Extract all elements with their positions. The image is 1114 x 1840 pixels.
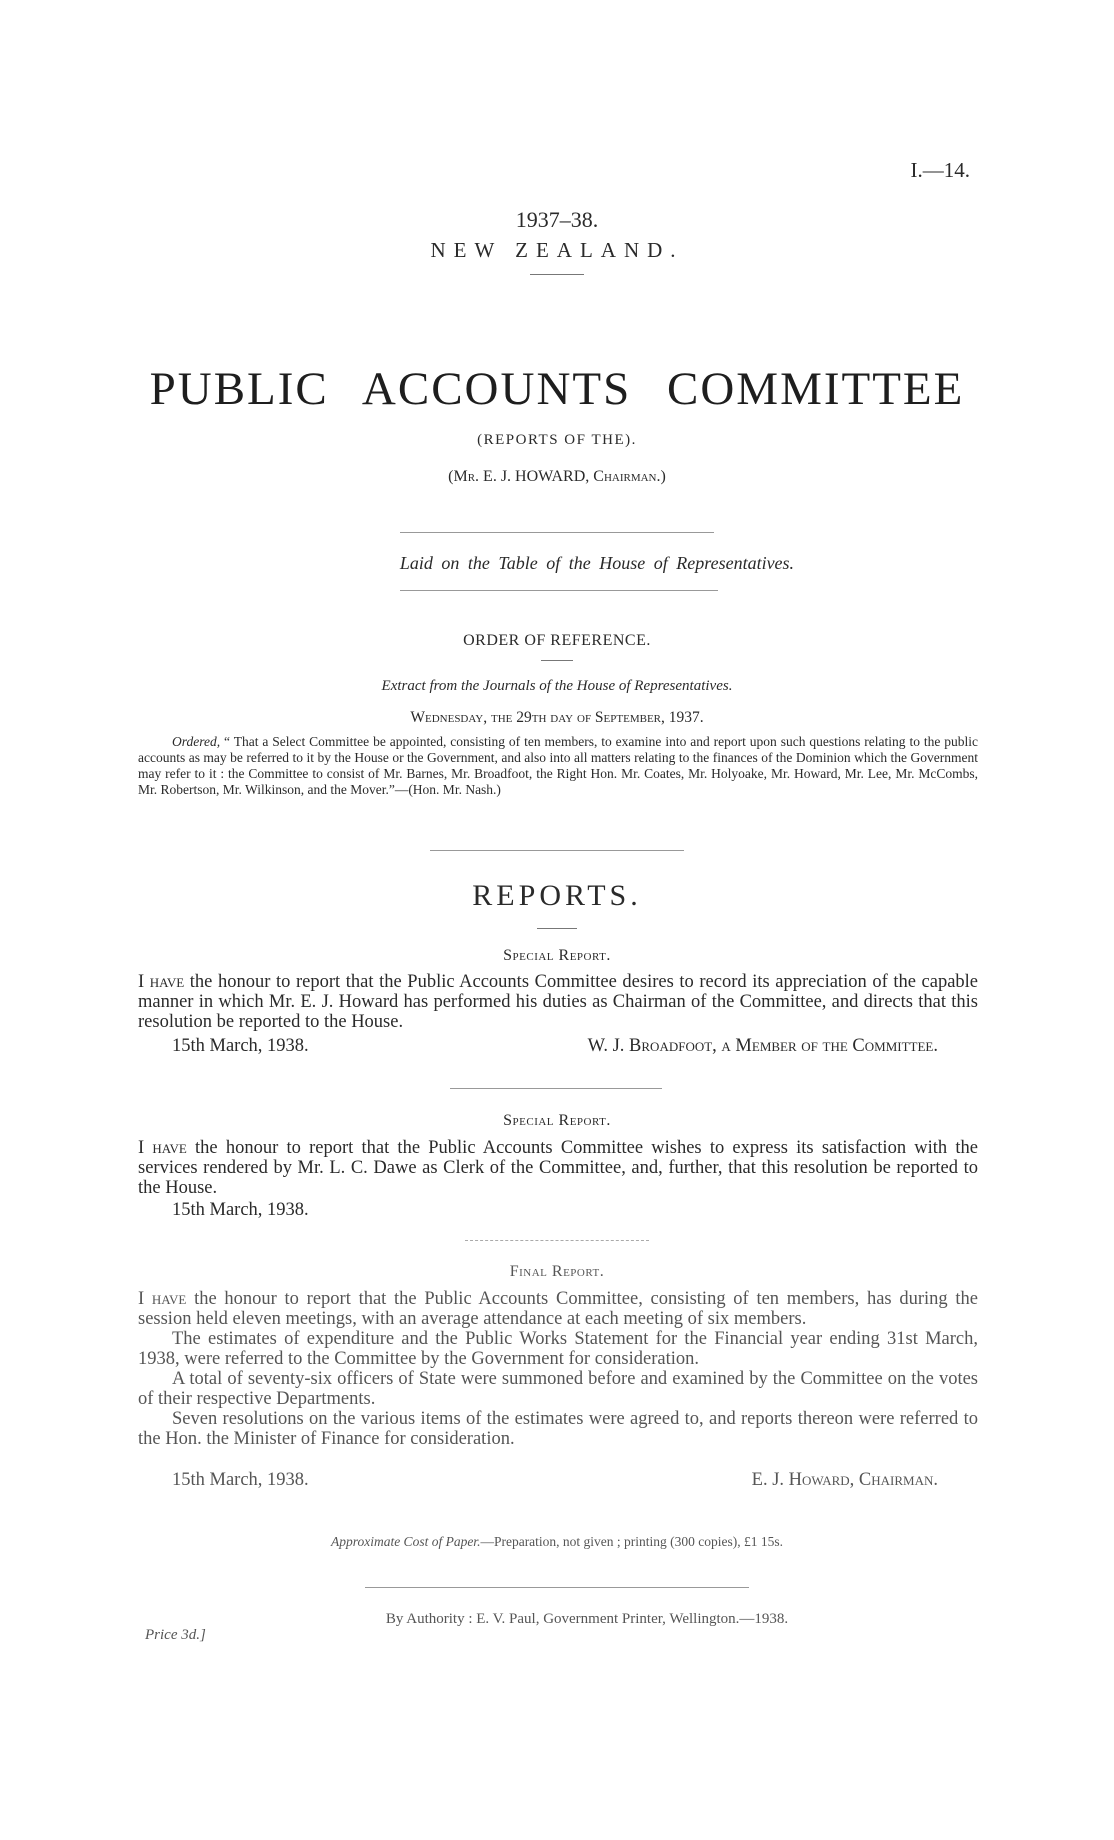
final-report-text: [138, 1289, 978, 1449]
order-of-reference-heading: ORDER OF REFERENCE.: [463, 632, 651, 649]
country-line: NEW ZEALAND.: [430, 238, 684, 262]
cost-note-text: —Preparation, not given ; printing (300 copies), £1 15s.: [480, 1534, 784, 1549]
journal-extract: Extract from the Journals of the House of Representatives.: [381, 678, 733, 694]
divider: [400, 590, 718, 591]
special-report-2-opening: I have: [138, 1138, 187, 1158]
printer-line: By Authority : E. V. Paul, Government Printer, Wellington.—1938.: [385, 1611, 789, 1627]
order-date: Wednesday, the 29th day of September, 1937.: [410, 709, 704, 726]
year-line: 1937–38.: [515, 207, 599, 232]
reports-heading: REPORTS.: [472, 879, 642, 912]
final-report-paragraph: Seven resolutions on the various items of the estimates were agreed to, and reports thereon were referred to the Hon. the Minister of Finance for consideration.: [138, 1409, 978, 1449]
divider: [465, 1240, 649, 1241]
doc-reference: I.—14.: [910, 158, 970, 182]
divider: [450, 1088, 662, 1089]
ordered-label: Ordered,: [172, 734, 221, 749]
final-report-paragraph: The estimates of expenditure and the Public Works Statement for the Financial year ending 31st March, 1938, were referred to the Committee by the Government for consideration.: [138, 1329, 978, 1369]
special-report-2-text: [138, 1138, 978, 1198]
final-report-signature: E. J. Howard, Chairman.: [751, 1470, 938, 1490]
special-report-2-date: 15th March, 1938.: [172, 1200, 309, 1220]
final-report-paragraph: the honour to report that the Public Accounts Committee, consisting of ten members, has during the session held eleven meetings, with an average attendance at each meeting of six members.: [138, 1289, 978, 1329]
final-report-opening: I have: [138, 1289, 187, 1309]
special-report-2-heading: Special Report.: [503, 1112, 611, 1129]
page-title: PUBLIC ACCOUNTS COMMITTEE: [149, 363, 965, 415]
order-text: [138, 734, 978, 798]
special-report-1-signature: W. J. Broadfoot, a Member of the Committee.: [587, 1036, 938, 1056]
order-body: “ That a Select Committee be appointed, consisting of ten members, to examine into and report upon such questions relating to the public accounts as may be referred to it by the House or the Government, and also into all matters relating to the finances of the Dominion which the Government may refer to it : the Committee to consist of Mr. Barnes, Mr. Broadfoot, the Right Hon. Mr. Coates, Mr. Holyoake, Mr. Howard, Mr. Lee, Mr. McCombs, Mr. Robertson, Mr. Wilkinson, and the Mover.”—(Hon. Mr. Nash.): [138, 734, 979, 797]
cost-note-label: Approximate Cost of Paper.: [330, 1534, 481, 1549]
cost-note: [0, 1534, 1114, 1550]
final-report-paragraph: A total of seventy-six officers of State were summoned before and examined by the Committee on the votes of their respective Departments.: [138, 1369, 978, 1409]
special-report-1-date: 15th March, 1938.: [172, 1036, 309, 1056]
divider: [400, 532, 714, 533]
special-report-2-body: the honour to report that the Public Accounts Committee wishes to express its satisfaction with the services rendered by Mr. L. C. Dawe as Clerk of the Committee, and, further, that this resolution be reported to the House.: [138, 1138, 978, 1198]
divider: [430, 850, 684, 851]
special-report-1-opening: I have: [138, 972, 185, 992]
special-report-1-text: [138, 972, 978, 1032]
divider: [530, 274, 584, 275]
price-note: Price 3d.]: [145, 1627, 206, 1643]
chairman-line: (Mr. E. J. HOWARD, Chairman.): [448, 468, 666, 485]
final-report-date: 15th March, 1938.: [172, 1470, 309, 1490]
special-report-1-heading: Special Report.: [503, 947, 611, 964]
divider: [537, 928, 577, 929]
divider: [365, 1587, 749, 1588]
final-report-heading: Final Report.: [509, 1263, 605, 1280]
subtitle: (REPORTS OF THE).: [477, 432, 637, 448]
laid-on-table: Laid on the Table of the House of Representatives.: [399, 553, 795, 573]
special-report-1-body: the honour to report that the Public Accounts Committee desires to record its appreciation of the capable manner in which Mr. E. J. Howard has performed his duties as Chairman of the Committee, and directs that this resolution be reported to the House.: [138, 972, 979, 1032]
divider: [541, 660, 573, 661]
